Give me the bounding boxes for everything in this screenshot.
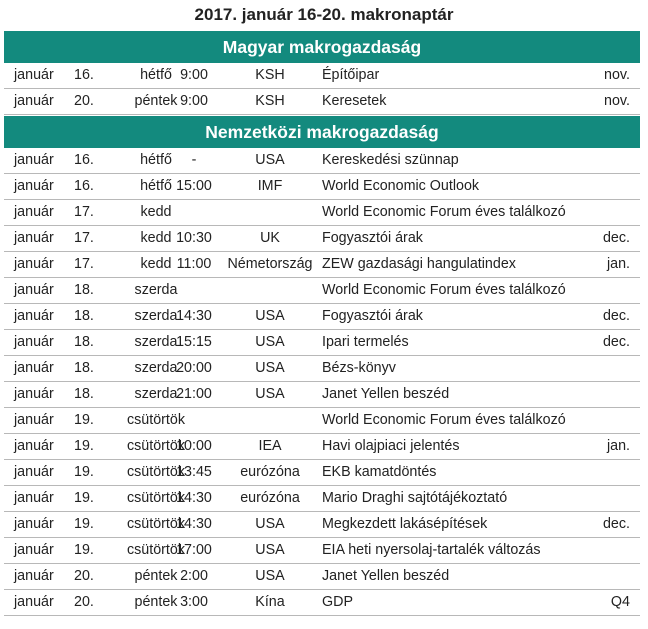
event-cell: World Economic Forum éves találkozó xyxy=(322,204,566,220)
day-cell: 19. xyxy=(74,412,94,428)
event-cell: Megkezdett lakásépítések xyxy=(322,516,488,532)
day-cell: 18. xyxy=(74,308,94,324)
source-cell: USA xyxy=(255,568,285,584)
day-cell: 18. xyxy=(74,360,94,376)
source-cell: IMF xyxy=(257,178,283,194)
time-cell: 2:00 xyxy=(180,568,208,584)
weekday-cell: kedd xyxy=(140,204,172,220)
period-cell: dec. xyxy=(602,334,630,350)
day-cell: 18. xyxy=(74,282,94,298)
month-cell: január xyxy=(14,204,54,220)
source-cell: USA xyxy=(255,152,285,168)
source-cell: Németország xyxy=(227,256,313,272)
month-cell: január xyxy=(14,334,54,350)
source-cell: Kína xyxy=(255,594,285,610)
time-cell: 14:30 xyxy=(176,308,212,324)
weekday-cell: csütörtök xyxy=(126,516,186,532)
month-cell: január xyxy=(14,360,54,376)
table-row xyxy=(4,89,640,115)
weekday-cell: szerda xyxy=(134,282,178,298)
month-cell: január xyxy=(14,412,54,428)
weekday-cell: kedd xyxy=(140,256,172,272)
month-cell: január xyxy=(14,93,54,109)
table-row xyxy=(4,148,640,174)
day-cell: 17. xyxy=(74,204,94,220)
source-cell: eurózóna xyxy=(240,490,300,506)
table-row xyxy=(4,382,640,408)
time-cell: 15:15 xyxy=(176,334,212,350)
period-cell: Q4 xyxy=(610,594,630,610)
event-cell: EIA heti nyersolaj-tartalék változás xyxy=(322,542,541,558)
international-rows xyxy=(4,148,640,616)
weekday-cell: szerda xyxy=(134,360,178,376)
time-cell: 3:00 xyxy=(180,594,208,610)
month-cell: január xyxy=(14,282,54,298)
month-cell: január xyxy=(14,308,54,324)
weekday-cell: csütörtök xyxy=(126,464,186,480)
source-cell: KSH xyxy=(255,93,285,109)
period-cell: jan. xyxy=(606,438,630,454)
table-row xyxy=(4,174,640,200)
weekday-cell: szerda xyxy=(134,308,178,324)
source-cell: USA xyxy=(255,516,285,532)
weekday-cell: szerda xyxy=(134,386,178,402)
event-cell: ZEW gazdasági hangulatindex xyxy=(322,256,516,272)
weekday-cell: csütörtök xyxy=(126,490,186,506)
time-cell: 9:00 xyxy=(180,93,208,109)
period-cell: dec. xyxy=(602,230,630,246)
month-cell: január xyxy=(14,230,54,246)
weekday-cell: hétfő xyxy=(140,67,172,83)
event-cell: World Economic Forum éves találkozó xyxy=(322,282,566,298)
period-cell: nov. xyxy=(604,67,630,83)
table-row xyxy=(4,408,640,434)
period-cell: dec. xyxy=(602,516,630,532)
day-cell: 16. xyxy=(74,67,94,83)
event-cell: Havi olajpiaci jelentés xyxy=(322,438,460,454)
time-cell: 21:00 xyxy=(176,386,212,402)
day-cell: 19. xyxy=(74,542,94,558)
time-cell: 15:00 xyxy=(176,178,212,194)
time-cell: - xyxy=(191,152,197,168)
table-row xyxy=(4,330,640,356)
weekday-cell: kedd xyxy=(140,230,172,246)
month-cell: január xyxy=(14,542,54,558)
day-cell: 19. xyxy=(74,438,94,454)
event-cell: Kereskedési szünnap xyxy=(322,152,459,168)
day-cell: 19. xyxy=(74,464,94,480)
time-cell: 10:00 xyxy=(176,438,212,454)
weekday-cell: csütörtök xyxy=(126,542,186,558)
month-cell: január xyxy=(14,490,54,506)
day-cell: 18. xyxy=(74,334,94,350)
weekday-cell: hétfő xyxy=(140,178,172,194)
day-cell: 19. xyxy=(74,516,94,532)
month-cell: január xyxy=(14,568,54,584)
hungarian-rows xyxy=(4,63,640,115)
month-cell: január xyxy=(14,256,54,272)
time-cell: 11:00 xyxy=(176,256,212,272)
time-cell: 9:00 xyxy=(180,67,208,83)
day-cell: 16. xyxy=(74,178,94,194)
table-row xyxy=(4,434,640,460)
day-cell: 18. xyxy=(74,386,94,402)
table-row xyxy=(4,200,640,226)
time-cell: 10:30 xyxy=(176,230,212,246)
day-cell: 20. xyxy=(74,594,94,610)
table-row xyxy=(4,590,640,616)
source-cell: USA xyxy=(255,360,285,376)
table-row xyxy=(4,252,640,278)
event-cell: Janet Yellen beszéd xyxy=(322,568,450,584)
source-cell: USA xyxy=(255,542,285,558)
weekday-cell: szerda xyxy=(134,334,178,350)
event-cell: Mario Draghi sajtótájékoztató xyxy=(322,490,508,506)
table-row xyxy=(4,460,640,486)
event-cell: World Economic Outlook xyxy=(322,178,480,194)
source-cell: eurózóna xyxy=(240,464,300,480)
weekday-cell: péntek xyxy=(134,93,178,109)
event-cell: World Economic Forum éves találkozó xyxy=(322,412,566,428)
table-row xyxy=(4,304,640,330)
table-row xyxy=(4,538,640,564)
source-cell: IEA xyxy=(258,438,282,454)
time-cell: 17:00 xyxy=(176,542,212,558)
table-row xyxy=(4,486,640,512)
time-cell: 13:45 xyxy=(176,464,212,480)
day-cell: 17. xyxy=(74,230,94,246)
day-cell: 20. xyxy=(74,93,94,109)
event-cell: EKB kamatdöntés xyxy=(322,464,437,480)
time-cell: 14:30 xyxy=(176,516,212,532)
source-cell: USA xyxy=(255,334,285,350)
page-title: 2017. január 16-20. makronaptár xyxy=(194,5,454,24)
table-row xyxy=(4,278,640,304)
day-cell: 16. xyxy=(74,152,94,168)
section-header-international: Nemzetközi makrogazdaság xyxy=(4,116,640,148)
month-cell: január xyxy=(14,386,54,402)
month-cell: január xyxy=(14,438,54,454)
time-cell: 14:30 xyxy=(176,490,212,506)
month-cell: január xyxy=(14,464,54,480)
month-cell: január xyxy=(14,67,54,83)
table-row xyxy=(4,564,640,590)
month-cell: január xyxy=(14,516,54,532)
table-row xyxy=(4,226,640,252)
weekday-cell: péntek xyxy=(134,594,178,610)
period-cell: dec. xyxy=(602,308,630,324)
weekday-cell: csütörtök xyxy=(126,438,186,454)
day-cell: 19. xyxy=(74,490,94,506)
time-cell: 20:00 xyxy=(176,360,212,376)
month-cell: január xyxy=(14,594,54,610)
weekday-cell: csütörtök xyxy=(126,412,186,428)
source-cell: KSH xyxy=(255,67,285,83)
event-cell: GDP xyxy=(322,594,353,610)
day-cell: 17. xyxy=(74,256,94,272)
event-cell: Janet Yellen beszéd xyxy=(322,386,450,402)
event-cell: Építőipar xyxy=(322,67,380,83)
source-cell: USA xyxy=(255,386,285,402)
event-cell: Fogyasztói árak xyxy=(322,308,423,324)
weekday-cell: hétfő xyxy=(140,152,172,168)
table-row xyxy=(4,63,640,89)
event-cell: Bézs-könyv xyxy=(322,360,396,376)
table-row xyxy=(4,512,640,538)
event-cell: Keresetek xyxy=(322,93,387,109)
event-cell: Ipari termelés xyxy=(322,334,409,350)
table-row xyxy=(4,356,640,382)
source-cell: USA xyxy=(255,308,285,324)
period-cell: jan. xyxy=(606,256,630,272)
month-cell: január xyxy=(14,152,54,168)
event-cell: Fogyasztói árak xyxy=(322,230,423,246)
weekday-cell: péntek xyxy=(134,568,178,584)
day-cell: 20. xyxy=(74,568,94,584)
month-cell: január xyxy=(14,178,54,194)
source-cell: UK xyxy=(260,230,280,246)
section-header-hungarian: Magyar makrogazdaság xyxy=(4,31,640,63)
period-cell: nov. xyxy=(604,93,630,109)
